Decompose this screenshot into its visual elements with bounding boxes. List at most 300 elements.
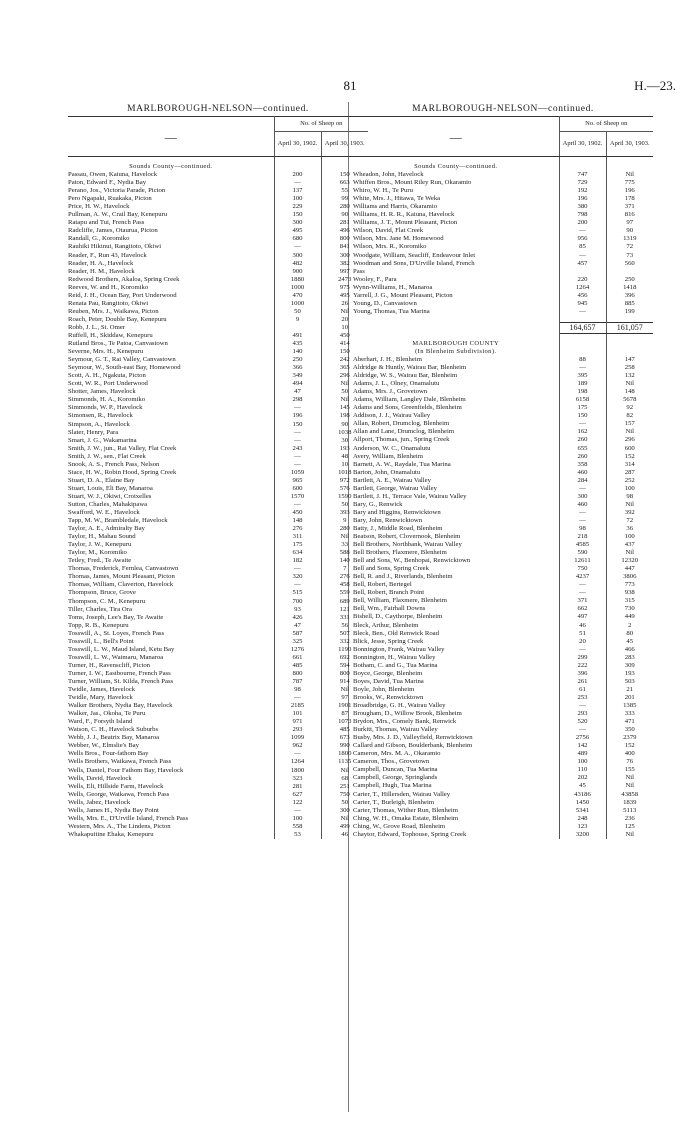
county-row-name: Bell Brothers, Flaxmere, Blenheim: [353, 549, 559, 557]
left-row-name: Ratapu and Tui, French Pass: [68, 219, 274, 227]
left-row-sheep-1902: 426: [274, 614, 321, 622]
county-row-sheep-1903: 449: [624, 613, 635, 621]
county-row-sheep-1902: 6158: [559, 396, 606, 404]
left-row-name: Simonsen, R., Havelock: [68, 412, 274, 420]
right-row-sheep-1903: 1319: [623, 235, 637, 243]
left-row-sheep-1902: —: [274, 581, 321, 589]
table-row: [353, 807, 653, 815]
county-row-name: Campbell, Duncan, Tua Marina: [353, 766, 559, 774]
left-row-sheep-1902: 600: [274, 485, 321, 493]
left-row-sheep-1903: 90: [341, 420, 349, 428]
left-row-sheep-1902: 1264: [274, 758, 321, 766]
county-row-sheep-1902: —: [559, 420, 606, 428]
table-row: [353, 276, 653, 284]
table-row: [68, 565, 368, 573]
county-row-name: Boyle, John, Blenheim: [353, 686, 559, 694]
right-row-sheep-1903: Nil: [625, 171, 635, 179]
table-row: [353, 742, 653, 750]
county-row-sheep-1902: 248: [559, 815, 606, 823]
left-row-sheep-1903: 296: [339, 372, 350, 380]
county-row-sheep-1902: 371: [559, 597, 606, 605]
left-row-name: Wells, Daniel, Four Fathom Bay, Havelock: [68, 767, 274, 775]
table-row: [68, 453, 368, 461]
left-row-name: Wells Brothers, Waikawa, French Pass: [68, 758, 274, 766]
right-row-sheep-1902: 729: [559, 179, 606, 187]
table-row: [68, 622, 368, 630]
right-row-name: White, Mrs. J., Hitawa, Te Weka: [353, 195, 559, 203]
table-row: [68, 276, 368, 284]
table-row: [353, 517, 653, 525]
right-column-title: MARLBOROUGH-NELSON—continued.: [412, 104, 594, 114]
county-row-sheep-1903: 147: [624, 355, 635, 363]
county-row-sheep-1902: 189: [559, 380, 606, 388]
county-row-sheep-1902: 2756: [559, 734, 606, 742]
table-row: [353, 501, 653, 509]
left-row-sheep-1902: 515: [274, 589, 321, 597]
table-row: [353, 750, 653, 758]
right-row-sheep-1902: 1264: [559, 284, 606, 292]
county-row-sheep-1902: 396: [559, 670, 606, 678]
left-row-sheep-1902: —: [274, 429, 321, 437]
county-row-name: Bary and Higgins, Renwicktown: [353, 509, 559, 517]
county-row-sheep-1903: 392: [624, 508, 635, 516]
right-row-sheep-1902: [559, 268, 606, 276]
left-row-name: Wells, David, Havelock: [68, 775, 274, 783]
county-row-sheep-1902: —: [559, 581, 606, 589]
right-row-sheep-1903: 560: [624, 259, 635, 267]
county-row-sheep-1903: 12320: [621, 557, 639, 565]
left-row-name: Reader, H. M., Havelock: [68, 268, 274, 276]
county-row-sheep-1903: 600: [624, 444, 635, 452]
left-row-sheep-1902: 47: [274, 622, 321, 630]
county-row-sheep-1902: 222: [559, 662, 606, 670]
left-row-sheep-1903: 2473: [338, 275, 352, 283]
table-row: [68, 340, 368, 348]
table-row: [68, 734, 368, 742]
left-row-sheep-1903: 800: [339, 669, 350, 677]
right-row-name: Woodman and Sons, D'Urville Island, French: [353, 260, 559, 268]
county-row-sheep-1902: 202: [559, 774, 606, 782]
table-row: [68, 718, 368, 726]
county-row-sheep-1902: —: [559, 485, 606, 493]
county-row-name: Allport, Thomas, jun., Spring Creek: [353, 436, 559, 444]
table-row: [68, 171, 368, 179]
county-row-sheep-1903: Nil: [625, 500, 635, 508]
left-row-name: Simpson, A., Havelock: [68, 421, 274, 429]
left-row-sheep-1902: 150: [274, 211, 321, 219]
left-row-sheep-1903: 689: [339, 597, 350, 605]
county-row-sheep-1902: 497: [559, 613, 606, 621]
left-row-name: Taylor, M., Koromiko: [68, 549, 274, 557]
table-row: [353, 412, 653, 420]
left-row-sheep-1903: 87: [341, 710, 349, 718]
county-row-sheep-1903: Nil: [625, 549, 635, 557]
left-row-name: Toms, Joseph, Lee's Bay, Te Awaite: [68, 614, 274, 622]
left-row-name: Tosswill, L. W., Waimaru, Manaroa: [68, 654, 274, 662]
table-row: [68, 292, 368, 300]
left-row-sheep-1903: 280: [339, 203, 350, 211]
county-row-sheep-1902: 293: [559, 710, 606, 718]
county-row-sheep-1902: 43186: [559, 791, 606, 799]
county-row-sheep-1902: 460: [559, 501, 606, 509]
table-row: [353, 694, 653, 702]
left-row-sheep-1903: 97: [341, 694, 349, 702]
table-row: [68, 678, 368, 686]
table-row: [353, 702, 653, 710]
table-row: [68, 815, 368, 823]
right-row-sheep-1902: 196: [559, 195, 606, 203]
county-row-sheep-1902: 284: [559, 477, 606, 485]
right-row-sheep-1903: 178: [624, 195, 635, 203]
right-row-name: Wooley, F., Para: [353, 276, 559, 284]
county-row-name: Carter, Thomas, Wither Run, Blenheim: [353, 807, 559, 815]
left-row-sheep-1903: 990: [339, 742, 350, 750]
left-row-sheep-1903: 9: [343, 517, 347, 525]
county-row-name: Bell, Robert, Bertegel: [353, 581, 559, 589]
table-row: [68, 316, 368, 324]
left-row-name: Topp, R. B., Kenepuru: [68, 622, 274, 630]
table-row: [68, 742, 368, 750]
table-row: [353, 791, 653, 799]
county-row-sheep-1903: 100: [624, 484, 635, 492]
county-row-sheep-1903: 333: [624, 710, 635, 718]
table-row: [68, 630, 368, 638]
county-row-sheep-1903: 314: [624, 460, 635, 468]
page-reference: H.—23.: [634, 78, 676, 93]
left-row-sheep-1902: 558: [274, 823, 321, 831]
right-row-name: Williams, J. T., Mount Pleasant, Picton: [353, 219, 559, 227]
left-row-sheep-1902: 50: [274, 308, 321, 316]
left-row-sheep-1902: 1099: [274, 734, 321, 742]
left-row-name: Stace, H. W., Robin Hood, Spring Creek: [68, 469, 274, 477]
left-row-sheep-1903: 594: [339, 661, 350, 669]
table-row: [68, 767, 368, 775]
left-row-name: Smith, J. W., sen., Flat Creek: [68, 453, 274, 461]
left-row-name: Sutton, Charles, Mahakipawa: [68, 501, 274, 509]
county-row-name: Brydon, Mrs., Comely Bank, Renwick: [353, 718, 559, 726]
left-row-sheep-1903: 150: [339, 348, 350, 356]
table-row: [68, 284, 368, 292]
county-row-name: Bartlett, A. E., Wairau Valley: [353, 477, 559, 485]
left-row-sheep-1903: Nil: [340, 380, 350, 388]
county-row-name: Boyes, David, Tua Marina: [353, 678, 559, 686]
county-row-sheep-1903: 92: [626, 404, 634, 412]
county-row-name: Barnett, A. W., Raydale, Tua Marina: [353, 461, 559, 469]
right-row-sheep-1902: 798: [559, 211, 606, 219]
left-row-sheep-1902: 1000: [274, 300, 321, 308]
county-row-sheep-1903: 1839: [623, 798, 637, 806]
left-row-sheep-1903: 458: [339, 581, 350, 589]
left-row-sheep-1903: 50: [341, 500, 349, 508]
left-row-name: Thomas, James, Mount Pleasant, Picton: [68, 573, 274, 581]
county-row-name: Brougham, D., Willow Brook, Blenheim: [353, 710, 559, 718]
right-header-year1: April 30, 1902.: [559, 132, 606, 157]
left-row-name: Redwood Brothers, Akaloa, Spring Creek: [68, 276, 274, 284]
county-row-sheep-1903: 157: [624, 420, 635, 428]
county-row-sheep-1903: 125: [624, 822, 635, 830]
county-row-name: Blick, Jesse, Spring Creek: [353, 638, 559, 646]
left-row-name: Stuart, Louis, Eli Bay, Manaroa: [68, 485, 274, 493]
table-row: [353, 388, 653, 396]
left-row-sheep-1903: 55: [341, 187, 349, 195]
left-row-sheep-1902: 122: [274, 799, 321, 807]
left-row-name: Swafford, W. E., Havelock: [68, 509, 274, 517]
table-row: [353, 718, 653, 726]
left-row-sheep-1903: 975: [339, 283, 350, 291]
left-row-name: Randall, G., Koromiko: [68, 235, 274, 243]
table-row: [68, 638, 368, 646]
left-row-sheep-1903: 50: [341, 798, 349, 806]
county-row-sheep-1902: 300: [559, 493, 606, 501]
left-row-sheep-1902: 2185: [274, 702, 321, 710]
table-row: [68, 509, 368, 517]
right-row-name: Wheadon, John, Havelock: [353, 171, 559, 179]
county-row-name: Adams, J. L., Olney, Onamalutu: [353, 380, 559, 388]
total-1902: 164,657: [559, 322, 606, 333]
table-row: [353, 533, 653, 541]
county-row-sheep-1903: 100: [624, 533, 635, 541]
county-row-name: Barton, John, Onamalutu: [353, 469, 559, 477]
left-row-name: Reader, H. A., Havelock: [68, 260, 274, 268]
left-section-title: Sounds County—continued.: [68, 163, 274, 171]
table-row: [353, 782, 653, 790]
left-row-sheep-1903: 10: [341, 460, 349, 468]
left-row-name: Reid, J. H., Ocean Bay, Port Underwood: [68, 292, 274, 300]
table-row: [68, 533, 368, 541]
left-row-name: Taylor, J. W., Kenepuru: [68, 541, 274, 549]
left-row-name: Smart, J. G., Wakamarina: [68, 437, 274, 445]
left-row-name: Webb, J. J., Beatrix Bay, Manaroa: [68, 734, 274, 742]
county-row-sheep-1902: 46: [559, 622, 606, 630]
right-row-sheep-1902: 85: [559, 243, 606, 251]
table-row: [353, 622, 653, 630]
left-row-sheep-1903: Nil: [340, 396, 350, 404]
county-row-sheep-1903: 503: [624, 677, 635, 685]
county-row-sheep-1902: 260: [559, 436, 606, 444]
left-row-sheep-1903: 33: [341, 541, 349, 549]
county-row-sheep-1903: Nil: [625, 774, 635, 782]
county-row-name: Bell, R. and J., Riverlands, Blenheim: [353, 573, 559, 581]
table-row: [68, 799, 368, 807]
left-row-sheep-1903: 10: [341, 323, 349, 331]
table-row: [68, 219, 368, 227]
left-row-name: Tosswill, A., St. Loyes, French Pass: [68, 630, 274, 638]
table-row: [68, 429, 368, 437]
county-row-name: Beatson, Robert, Clovernook, Blenheim: [353, 533, 559, 541]
left-row-sheep-1902: —: [274, 404, 321, 412]
left-header-year2: April 30, 1903.: [321, 132, 368, 157]
left-row-sheep-1903: 692: [339, 653, 350, 661]
right-row-sheep-1902: 456: [559, 292, 606, 300]
county-row-name: Campbell, Hugh, Tua Marina: [353, 782, 559, 790]
county-row-sheep-1902: 520: [559, 718, 606, 726]
county-row-name: Brooks, W., Renwicktown: [353, 694, 559, 702]
left-row-sheep-1902: 200: [274, 171, 321, 179]
table-row: [68, 549, 368, 557]
left-row-sheep-1902: 98: [274, 686, 321, 694]
county-row-sheep-1903: 201: [624, 693, 635, 701]
right-row-sheep-1903: 90: [626, 227, 634, 235]
table-row: [68, 501, 368, 509]
county-row-sheep-1903: 730: [624, 605, 635, 613]
county-row-sheep-1902: 3200: [559, 831, 606, 839]
left-row-name: Ward, F., Forsyth Island: [68, 718, 274, 726]
county-row-name: Cameron, Mrs. M. A., Okaramio: [353, 750, 559, 758]
right-table: [353, 116, 653, 839]
left-row-sheep-1903: 507: [339, 629, 350, 637]
table-row: [68, 404, 368, 412]
left-row-sheep-1902: —: [274, 243, 321, 251]
left-row-name: Reeves, W. and H., Koromiko: [68, 284, 274, 292]
county-row-name: Callard and Gibson, Boulderbank, Blenheim: [353, 742, 559, 750]
table-row: [353, 171, 653, 179]
county-row-sheep-1902: 358: [559, 461, 606, 469]
county-row-name: Boyce, George, Blenheim: [353, 670, 559, 678]
county-row-sheep-1902: 175: [559, 404, 606, 412]
county-row-sheep-1902: 198: [559, 388, 606, 396]
left-row-sheep-1903: 145: [339, 404, 350, 412]
county-row-sheep-1903: 471: [624, 718, 635, 726]
table-row: [68, 791, 368, 799]
right-row-name: Wynn-Williams, H., Manaroa: [353, 284, 559, 292]
left-row-name: Watson, C. H., Havelock Suburbs: [68, 726, 274, 734]
left-row-sheep-1903: 332: [339, 637, 350, 645]
table-row: [68, 396, 368, 404]
left-row-sheep-1902: 900: [274, 268, 321, 276]
left-row-sheep-1902: 281: [274, 783, 321, 791]
left-row-sheep-1903: Nil: [340, 533, 350, 541]
county-row-name: Bell, William, Flaxmere, Blenheim: [353, 597, 559, 605]
table-row: [68, 517, 368, 525]
right-row-sheep-1903: 73: [626, 251, 634, 259]
table-row: [68, 662, 368, 670]
left-row-sheep-1903: 1135: [338, 758, 352, 766]
table-row: [68, 412, 368, 420]
left-row-sheep-1903: 588: [339, 549, 350, 557]
county-row-sheep-1902: 100: [559, 758, 606, 766]
left-row-sheep-1903: 499: [339, 822, 350, 830]
table-row: [353, 284, 653, 292]
table-row: [353, 613, 653, 621]
table-row: [353, 364, 653, 372]
left-row-sheep-1903: 1800: [338, 750, 352, 758]
table-row: [68, 260, 368, 268]
left-row-sheep-1903: 99: [341, 195, 349, 203]
county-row-sheep-1903: 258: [624, 364, 635, 372]
left-row-sheep-1903: 56: [341, 621, 349, 629]
left-row-name: Tiller, Charles, Tira Ora: [68, 606, 274, 614]
left-row-name: Western, Mrs. A., The Lindens, Picton: [68, 823, 274, 831]
table-row: [353, 187, 653, 195]
county-row-sheep-1903: 2: [628, 621, 632, 629]
left-row-sheep-1903: Nil: [340, 814, 350, 822]
county-row-name: Cameron, Thos., Grovetown: [353, 758, 559, 766]
table-row: [353, 638, 653, 646]
county-row-name: Addison, J. J., Wairau Valley: [353, 412, 559, 420]
left-row-sheep-1903: 414: [339, 340, 350, 348]
left-row-name: Tosswill, L., Bell's Point: [68, 638, 274, 646]
county-row-sheep-1902: —: [559, 726, 606, 734]
table-row: [68, 227, 368, 235]
left-row-sheep-1902: 435: [274, 340, 321, 348]
table-row: [68, 300, 368, 308]
left-row-sheep-1903: 1018: [338, 468, 352, 476]
table-row: [353, 219, 653, 227]
left-row-name: Taylor, H., Mahau Sound: [68, 533, 274, 541]
county-row-sheep-1903: 283: [624, 653, 635, 661]
table-row: [68, 252, 368, 260]
county-row-sheep-1903: 350: [624, 726, 635, 734]
county-row-sheep-1903: 80: [626, 629, 634, 637]
left-row-sheep-1903: 495: [339, 291, 350, 299]
left-row-sheep-1902: 482: [274, 260, 321, 268]
county-row-sheep-1902: 150: [559, 412, 606, 420]
table-row: [68, 750, 368, 758]
right-row-sheep-1903: 885: [624, 299, 635, 307]
left-row-name: Tetley, Fred., Te Awaite: [68, 557, 274, 565]
county-row-sheep-1902: 12611: [559, 557, 606, 565]
county-row-sheep-1903: 152: [624, 742, 635, 750]
left-row-sheep-1903: 280: [339, 525, 350, 533]
table-row: [353, 453, 653, 461]
left-row-sheep-1903: 800: [339, 235, 350, 243]
left-row-name: Renata Pau, Rangitoto, Okiwi: [68, 300, 274, 308]
left-row-sheep-1903: 1038: [338, 428, 352, 436]
county-row-sheep-1902: 299: [559, 654, 606, 662]
left-row-name: Price, H. W., Havelock: [68, 203, 274, 211]
left-row-sheep-1903: 1590: [338, 492, 352, 500]
table-row: [353, 461, 653, 469]
left-row-sheep-1902: 485: [274, 662, 321, 670]
county-row-sheep-1903: 152: [624, 452, 635, 460]
county-row-sheep-1902: 88: [559, 356, 606, 364]
county-row-sheep-1902: 20: [559, 638, 606, 646]
left-row-name: Tapp, M. W., Brambledale, Havelock: [68, 517, 274, 525]
left-row-name: Thompson, Bruce, Grove: [68, 589, 274, 597]
table-row: [353, 420, 653, 428]
left-row-sheep-1902: 494: [274, 380, 321, 388]
county-row-sheep-1903: 938: [624, 589, 635, 597]
table-row: [68, 477, 368, 485]
table-row: [353, 308, 653, 316]
left-row-name: Stuart, W. J., Okiwi, Croixelles: [68, 493, 274, 501]
county-row-name: Bell, Robert, Branch Point: [353, 589, 559, 597]
county-row-sheep-1903: 36: [626, 524, 634, 532]
left-row-sheep-1903: 1073: [338, 718, 352, 726]
left-row-sheep-1903: 300: [339, 251, 350, 259]
right-row-name: Whiro, W. H., Te Puru: [353, 187, 559, 195]
table-row: [68, 726, 368, 734]
left-row-name: Smith, J. W., jun., Rai Valley, Flat Creek: [68, 445, 274, 453]
left-row-name: Seymour, G. T., Rai Valley, Canvastown: [68, 356, 274, 364]
left-row-sheep-1903: 48: [341, 452, 349, 460]
county-row-sheep-1902: 98: [559, 525, 606, 533]
left-row-sheep-1902: 450: [274, 509, 321, 517]
left-row-sheep-1903: 198: [339, 412, 350, 420]
county-row-sheep-1903: 132: [624, 372, 635, 380]
county-row-sheep-1903: 466: [624, 645, 635, 653]
left-row-name: Walker Brothers, Nydia Bay, Havelock: [68, 702, 274, 710]
left-row-name: Turner, I. W., Eastbourne, French Pass: [68, 670, 274, 678]
right-row-sheep-1902: —: [559, 227, 606, 235]
table-row: [353, 485, 653, 493]
table-row: [68, 308, 368, 316]
total-label: [353, 322, 559, 333]
left-row-sheep-1903: 30: [341, 436, 349, 444]
right-row-sheep-1902: 945: [559, 300, 606, 308]
table-row: [68, 589, 368, 597]
county-row-sheep-1902: 590: [559, 549, 606, 557]
